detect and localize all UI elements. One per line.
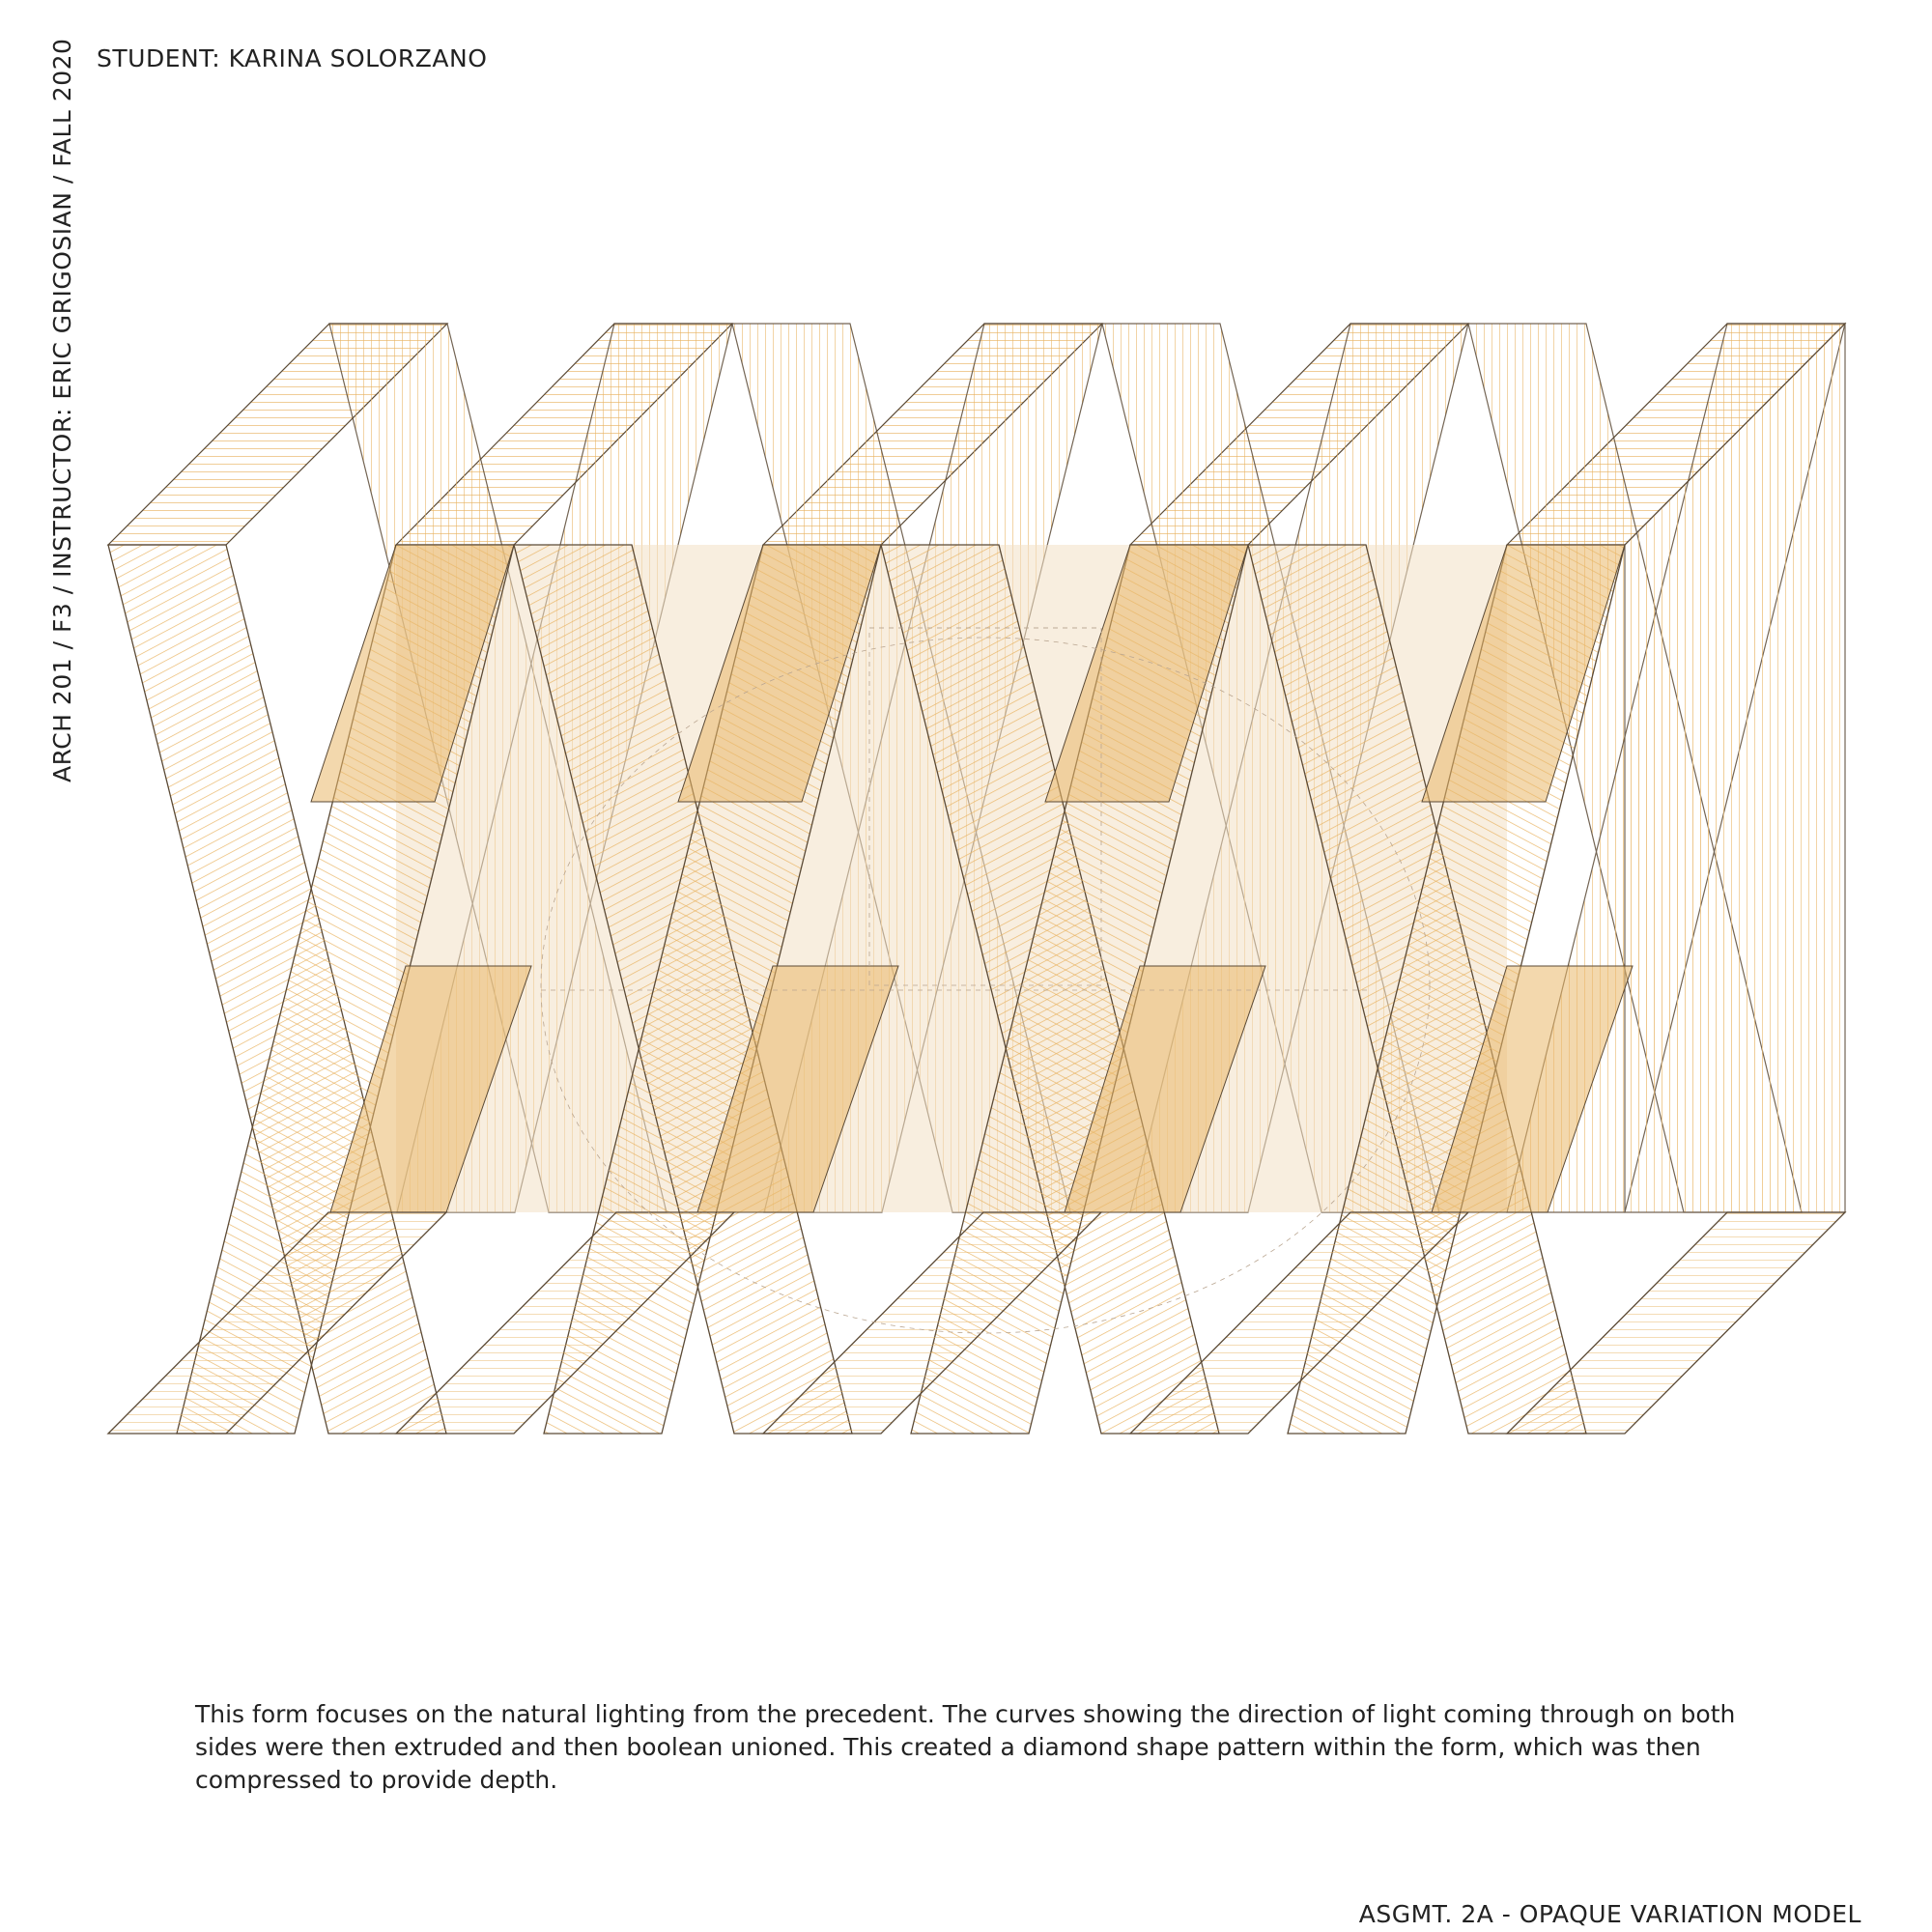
assignment-title: ASGMT. 2A - OPAQUE VARIATION MODEL	[1358, 1900, 1861, 1928]
course-info: ARCH 201 / F3 / INSTRUCTOR: ERIC GRIGOSIAN / FALL 2020	[48, 38, 76, 782]
student-name: STUDENT: KARINA SOLORZANO	[97, 44, 488, 72]
description-text: This form focuses on the natural lighting from the precedent. The curves showing the direction of light coming through on both sides were then extruded and then boolean unioned. This created a diamond shape pattern within the form, which was then compressed to provide depth.	[195, 1700, 1736, 1794]
